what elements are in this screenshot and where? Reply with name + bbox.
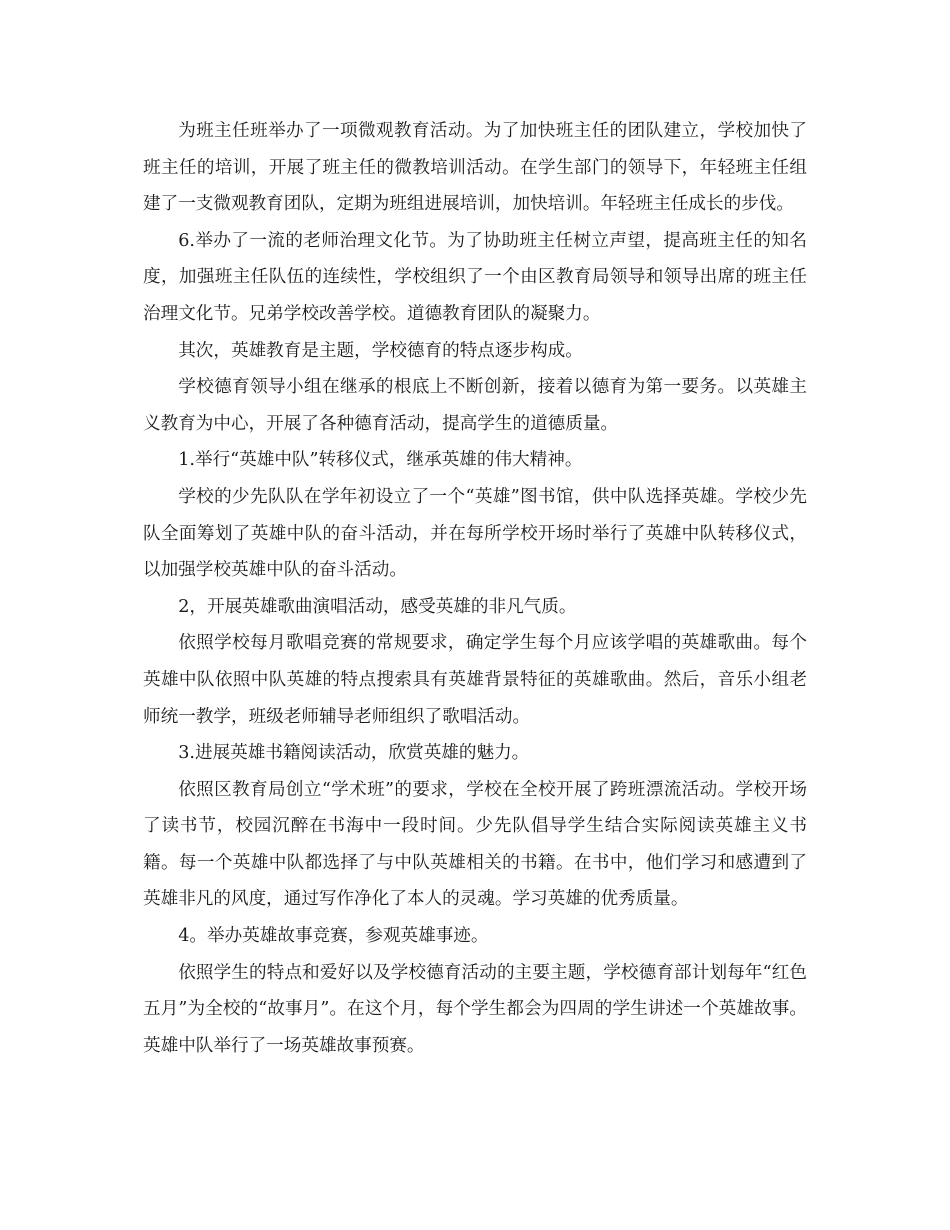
paragraph-3: 其次，英雄教育是主题，学校德育的特点逐步构成。 (178, 340, 583, 361)
paragraph-10: 依照区教育局创立“学术班”的要求，学校在全校开展了跨班漂流活动。学校开场了读书节，校园沉醉在书海中一段时间。少先队倡导学生结合实际阅读英雄主义书籍。每一个英雄中队都选择了与中队英雄相关的书籍。在书中，他们学习和感遭到了英雄非凡的风度，通过写作净化了本人的灵魂。学习英雄的优秀质量。 (143, 779, 807, 910)
paragraph-1: 为班主任班举办了一项微观教育活动。为了加快班主任的团队建立，学校加快了班主任的培训，开展了班主任的微教培训活动。在学生部门的领导下，年轻班主任组建了一支微观教育团队，定期为班组进展培训，加快培训。年轻班主任成长的步伐。 (143, 121, 807, 215)
document-page (143, 113, 807, 1064)
paragraph-7: 2，开展英雄歌曲演唱活动，感受英雄的非凡气质。 (178, 596, 577, 617)
paragraph-8: 依照学校每月歌唱竞赛的常规要求，确定学生每个月应该学唱的英雄歌曲。每个英雄中队依照中队英雄的特点搜索具有英雄背景特征的英雄歌曲。然后，音乐小组老师统一教学，班级老师辅导老师组织了歌唱活动。 (143, 633, 807, 727)
paragraph-6: 学校的少先队队在学年初设立了一个“英雄”图书馆，供中队选择英雄。学校少先队全面筹划了英雄中队的奋斗活动，并在每所学校开场时举行了英雄中队转移仪式，以加强学校英雄中队的奋斗活动。 (143, 486, 807, 581)
paragraph-2: 6.举办了一流的老师治理文化节。为了协助班主任树立声望，提高班主任的知名度，加强班主任队伍的连续性，学校组织了一个由区教育局领导和领导出席的班主任治理文化节。兄弟学校改善学校。道德教育团队的凝聚力。 (143, 230, 807, 324)
paragraph-12: 依照学生的特点和爱好以及学校德育活动的主要主题，学校德育部计划每年“红色五月”为全校的“故事月”。在这个月，每个学生都会为四周的学生讲述一个英雄故事。英雄中队举行了一场英雄故事预赛。 (143, 962, 807, 1056)
paragraph-11: 4。举办英雄故事竞赛，参观英雄事迹。 (178, 926, 489, 947)
paragraph-4: 学校德育领导小组在继承的根底上不断创新，接着以德育为第一要务。以英雄主义教育为中心，开展了各种德育活动，提高学生的道德质量。 (143, 377, 807, 434)
paragraph-9: 3.进展英雄书籍阅读活动，欣赏英雄的魅力。 (178, 743, 530, 764)
paragraph-5: 1.举行“英雄中队”转移仪式，继承英雄的伟大精神。 (178, 450, 583, 471)
